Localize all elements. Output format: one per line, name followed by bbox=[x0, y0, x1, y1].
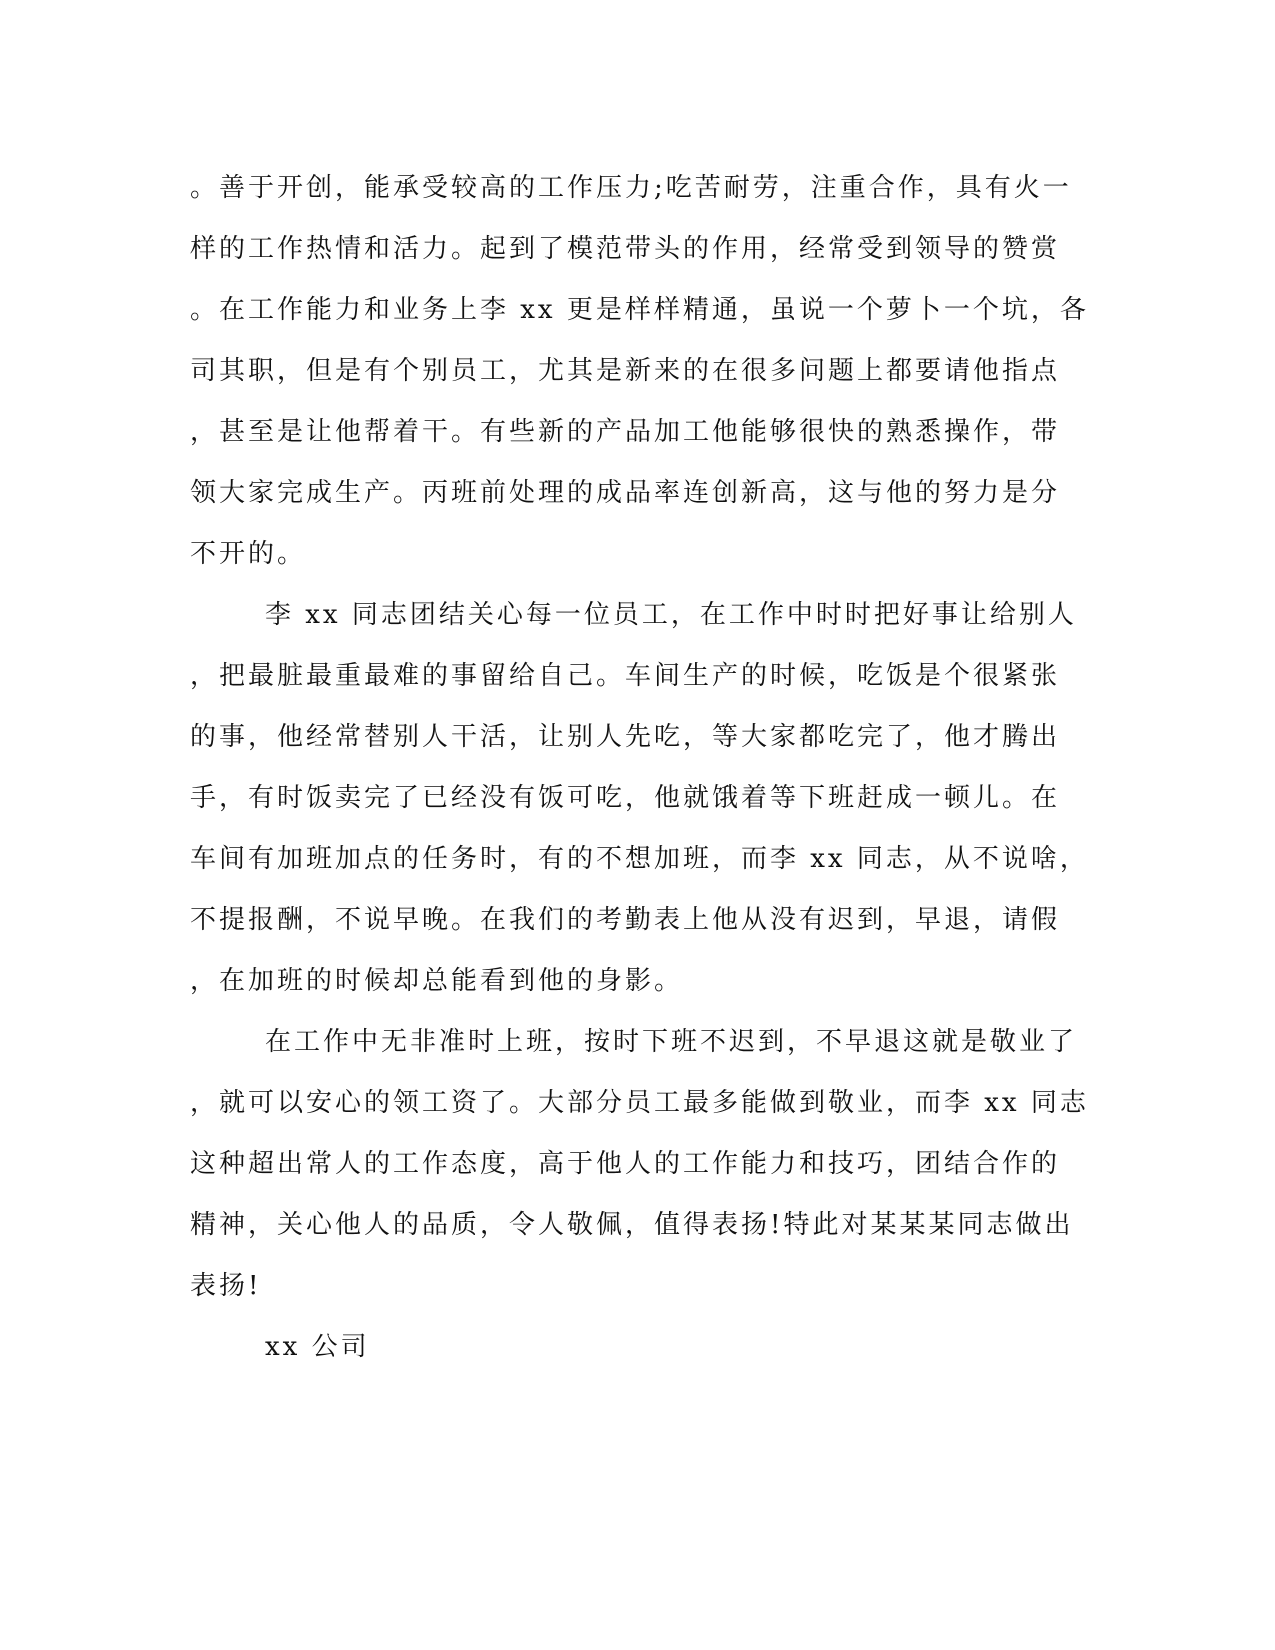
paragraph-line: ，在加班的时候却总能看到他的身影。 bbox=[190, 966, 684, 996]
paragraph-line: ，甚至是让他帮着干。有些新的产品加工他能够很快的熟悉操作，带 bbox=[190, 417, 1061, 447]
paragraph-line: 在工作中无非准时上班，按时下班不迟到，不早退这就是敬业了 bbox=[265, 1027, 1078, 1057]
signature-company: xx 公司 bbox=[265, 1332, 370, 1362]
paragraph-line: 不开的。 bbox=[190, 539, 307, 569]
document-body bbox=[190, 158, 1089, 1378]
paragraph-line: 表扬! bbox=[190, 1271, 262, 1301]
paragraph-line: 这种超出常人的工作态度，高于他人的工作能力和技巧，团结合作的 bbox=[190, 1149, 1061, 1179]
paragraph-line: 的事，他经常替别人干活，让别人先吃，等大家都吃完了，他才腾出 bbox=[190, 722, 1061, 752]
paragraph-1 bbox=[190, 158, 1089, 585]
paragraph-line: ，就可以安心的领工资了。大部分员工最多能做到敬业，而李 xx 同志 bbox=[190, 1088, 1089, 1118]
paragraph-line: 。在工作能力和业务上李 xx 更是样样精通，虽说一个萝卜一个坑，各 bbox=[190, 295, 1089, 325]
paragraph-line: 李 xx 同志团结关心每一位员工，在工作中时时把好事让给别人 bbox=[265, 600, 1077, 630]
paragraph-line: 精神，关心他人的品质，令人敬佩，值得表扬!特此对某某某同志做出 bbox=[190, 1210, 1074, 1240]
paragraph-line: 手，有时饭卖完了已经没有饭可吃，他就饿着等下班赶成一顿儿。在 bbox=[190, 783, 1061, 813]
paragraph-line: 不提报酬，不说早晚。在我们的考勤表上他从没有迟到，早退，请假 bbox=[190, 905, 1061, 935]
paragraph-line: 车间有加班加点的任务时，有的不想加班，而李 xx 同志，从不说啥， bbox=[190, 844, 1089, 874]
paragraph-line: 。善于开创，能承受较高的工作压力;吃苦耐劳，注重合作，具有火一 bbox=[190, 173, 1072, 203]
paragraph-line: ，把最脏最重最难的事留给自己。车间生产的时候，吃饭是个很紧张 bbox=[190, 661, 1061, 691]
paragraph-2 bbox=[190, 585, 1089, 1012]
paragraph-3 bbox=[190, 1012, 1089, 1317]
paragraph-line: 司其职，但是有个别员工，尤其是新来的在很多问题上都要请他指点 bbox=[190, 356, 1061, 386]
paragraph-line: 样的工作热情和活力。起到了模范带头的作用，经常受到领导的赞赏 bbox=[190, 234, 1061, 264]
paragraph-line: 领大家完成生产。丙班前处理的成品率连创新高，这与他的努力是分 bbox=[190, 478, 1061, 508]
